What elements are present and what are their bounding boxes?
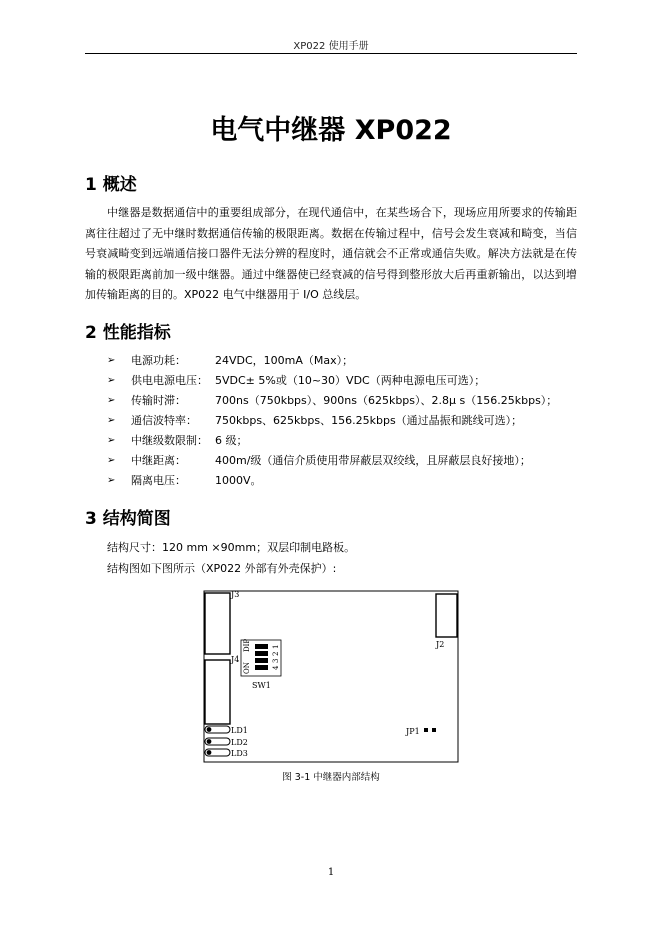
ld2-label: LD2 <box>231 738 248 747</box>
dip-lever <box>255 658 268 663</box>
jp1-pin <box>432 728 436 732</box>
document-title: 电气中继器 XP022 <box>210 115 452 146</box>
spec-item-supply-voltage <box>107 370 577 390</box>
spec-item-delay <box>107 390 577 410</box>
arrow-bullet-icon: ➢ <box>107 354 116 366</box>
spec-value: 700ns（750kbps）、900ns（625kbps）、2.8μ s（156.25kbps）； <box>215 394 558 407</box>
j4-connector <box>205 660 230 724</box>
spec-list <box>107 350 577 490</box>
dip-lever <box>255 644 268 649</box>
dip-label: DIP <box>243 638 251 652</box>
dip-lever <box>255 665 268 670</box>
figure-caption: 图 3-1 中继器内部结构 <box>282 772 380 783</box>
structure-figure-intro: 结构图如下图所示（XP022 外部有外壳保护）: <box>107 562 337 575</box>
ld1-label: LD1 <box>231 726 248 735</box>
spec-label: 隔离电压： <box>131 474 186 487</box>
j3-connector <box>205 593 230 654</box>
spec-item-isolation <box>107 470 577 490</box>
arrow-bullet-icon: ➢ <box>107 394 116 406</box>
spec-item-distance <box>107 450 577 470</box>
dip-lever <box>255 651 268 656</box>
spec-value: 750kbps、625kbps、156.25kbps（通过晶振和跳线可选）； <box>215 414 523 427</box>
jp1-pin <box>424 728 428 732</box>
j4-label: J4 <box>231 655 240 664</box>
header-rule <box>85 53 577 54</box>
j3-label: J3 <box>231 590 240 599</box>
dip-number: 4 <box>272 665 280 670</box>
structure-size-line: 结构尺寸：120 mm ×90mm；双层印制电路板。 <box>107 541 356 554</box>
sw1-label: SW1 <box>252 681 271 690</box>
spec-item-relay-levels <box>107 430 577 450</box>
arrow-bullet-icon: ➢ <box>107 434 116 446</box>
led-ld2 <box>205 738 230 745</box>
arrow-bullet-icon: ➢ <box>107 374 116 386</box>
spec-label: 通信波特率： <box>131 414 197 427</box>
spec-label: 中继距离： <box>131 454 186 467</box>
led-ld3 <box>205 749 230 756</box>
dip-number: 1 <box>272 644 280 649</box>
jp1-label: JP1 <box>406 727 420 736</box>
circuit-board-diagram <box>200 588 462 764</box>
spec-value: 1000V。 <box>215 474 262 487</box>
dip-on-label: ON <box>243 662 251 674</box>
j2-connector <box>436 594 457 637</box>
arrow-bullet-icon: ➢ <box>107 474 116 486</box>
arrow-bullet-icon: ➢ <box>107 454 116 466</box>
overview-paragraph: 中继器是数据通信中的重要组成部分，在现代通信中，在某些场合下，现场应用所要求的传输距离往往超过了无中继时数据通信传输的极限距离。数据在传输过程中，信号会发生衰减和畸变，当信号衰减畸变到远端通信接口器件无法分辨的程度时，通信就会不正常或通信失败。解决方法就是在传输的极限距离前加一级中继器。通过中继器使已经衰减的信号得到整形放大后再重新输出，以达到增加传输距离的目的。XP022 电气中继器用于 I/O 总线层。 <box>85 206 577 301</box>
spec-value: 5VDC± 5%或（10~30）VDC（两种电源电压可选）； <box>215 374 486 387</box>
spec-label: 传输时滞： <box>131 394 186 407</box>
arrow-bullet-icon: ➢ <box>107 414 116 426</box>
page-header: XP022 使用手册 <box>293 41 369 52</box>
section-heading-overview: 1 概述 <box>85 175 137 195</box>
spec-item-power <box>107 350 577 370</box>
page-number: 1 <box>327 867 335 878</box>
spec-value: 24VDC，100mA（Max）； <box>215 354 354 367</box>
spec-item-baud-rate <box>107 410 577 430</box>
dip-number: 3 <box>272 658 280 663</box>
spec-label: 中继级数限制： <box>131 434 208 447</box>
led-ld1 <box>205 726 230 733</box>
spec-value: 6 级； <box>215 434 248 447</box>
ld3-label: LD3 <box>231 749 248 758</box>
dip-number: 2 <box>272 651 280 656</box>
spec-label: 电源功耗： <box>131 354 186 367</box>
spec-value: 400m/级（通信介质使用带屏蔽层双绞线，且屏蔽层良好接地）； <box>215 454 531 467</box>
section-heading-structure: 3 结构简图 <box>85 509 171 529</box>
board-outline <box>204 591 458 762</box>
j2-label: J2 <box>436 640 445 649</box>
spec-label: 供电电源电压： <box>131 374 208 387</box>
section-heading-specs: 2 性能指标 <box>85 323 171 343</box>
